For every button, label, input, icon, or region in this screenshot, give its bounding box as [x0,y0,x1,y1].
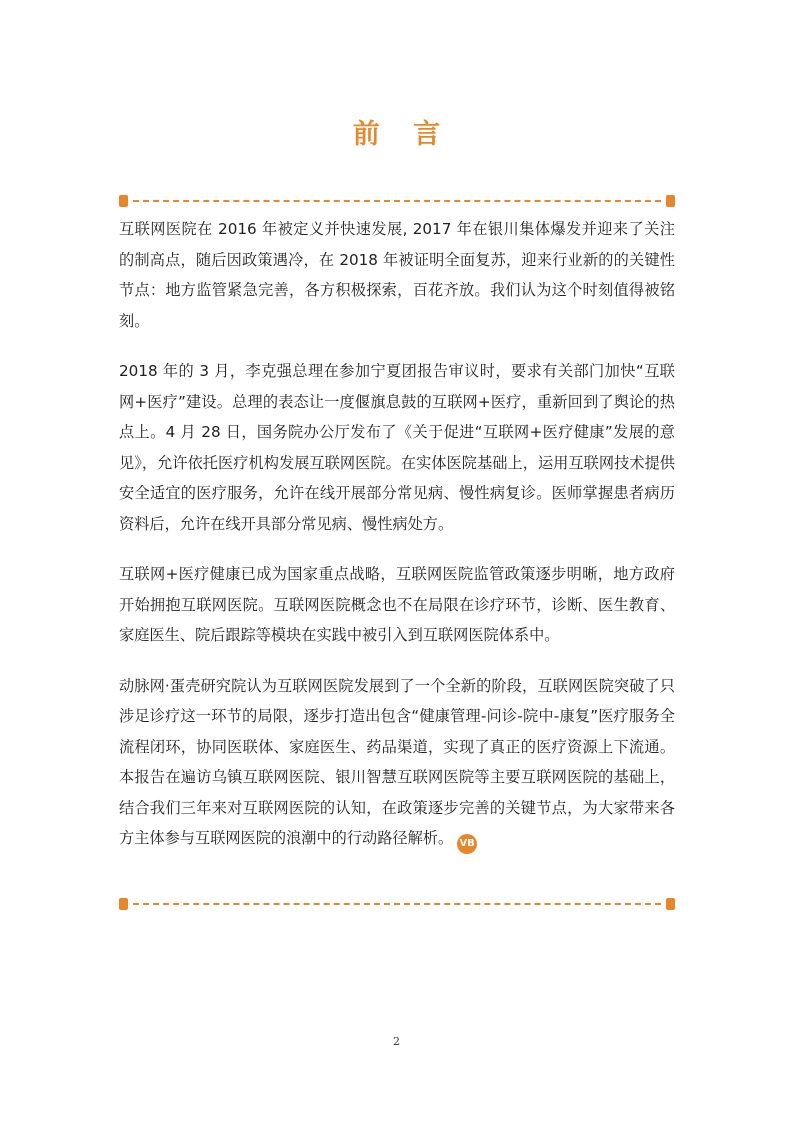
divider-cap-right [666,195,675,207]
paragraph-1: 互联网医院在 2016 年被定义并快速发展, 2017 年在银川集体爆发并迎来了关注的制高点，随后因政策遇冷，在 2018 年被证明全面复苏，迎来行业新的的关键性节点：地方监管紧急完善，各方积极探索，百花齐放。我们认为这个时刻值得被铭刻。 [119,220,675,330]
divider-dash-line [133,200,661,202]
paragraph-3: 互联网+医疗健康已成为国家重点战略，互联网医院监管政策逐步明晰，地方政府开始拥抱互联网医院。互联网医院概念也不在局限在诊疗环节，诊断、医生教育、家庭医生、院后跟踪等模块在实践中被引入到互联网医院体系中。 [119,565,675,644]
divider-dash-line [133,903,661,905]
divider-cap-right [666,898,675,910]
end-mark-icon: VB [457,834,477,854]
divider-cap-left [119,195,128,207]
divider-cap-left [119,898,128,910]
top-divider [119,195,675,207]
paragraph-4 [119,671,675,855]
preface-body [119,214,675,874]
page-number: 2 [393,1035,400,1048]
bottom-divider [119,898,675,910]
paragraph-4-text: 动脉网·蛋壳研究院认为互联网医院发展到了一个全新的阶段，互联网医院突破了只涉足诊疗这一环节的局限，逐步打造出包含“健康管理-问诊-院中-康复”医疗服务全流程闭环，协同医联体、家庭医生、药品渠道，实现了真正的医疗资源上下流通。本报告在遍访乌镇互联网医院、银川智慧互联网医院等主要互联网医院的基础上，结合我们三年来对互联网医院的认知，在政策逐步完善的关键节点，为大家带来各方主体参与互联网医院的浪潮中的行动路径解析。 [119,676,675,847]
paragraph-2: 2018 年的 3 月，李克强总理在参加宁夏团报告审议时，要求有关部门加快“互联网+医疗”建设。总理的表态让一度偃旗息鼓的互联网+医疗，重新回到了舆论的热点上。4 月 28 日，国务院办公厅发布了《关于促进“互联网+医疗健康”发展的意见》，允许依托医疗机构发展互联网医院。在实体医院基础上，运用互联网技术提供安全适宜的医疗服务，允许在线开展部分常见病、慢性病复诊。医师掌握患者病历资料后，允许在线开具部分常见病、慢性病处方。 [119,362,675,533]
page-title: 前 言 [352,119,453,151]
